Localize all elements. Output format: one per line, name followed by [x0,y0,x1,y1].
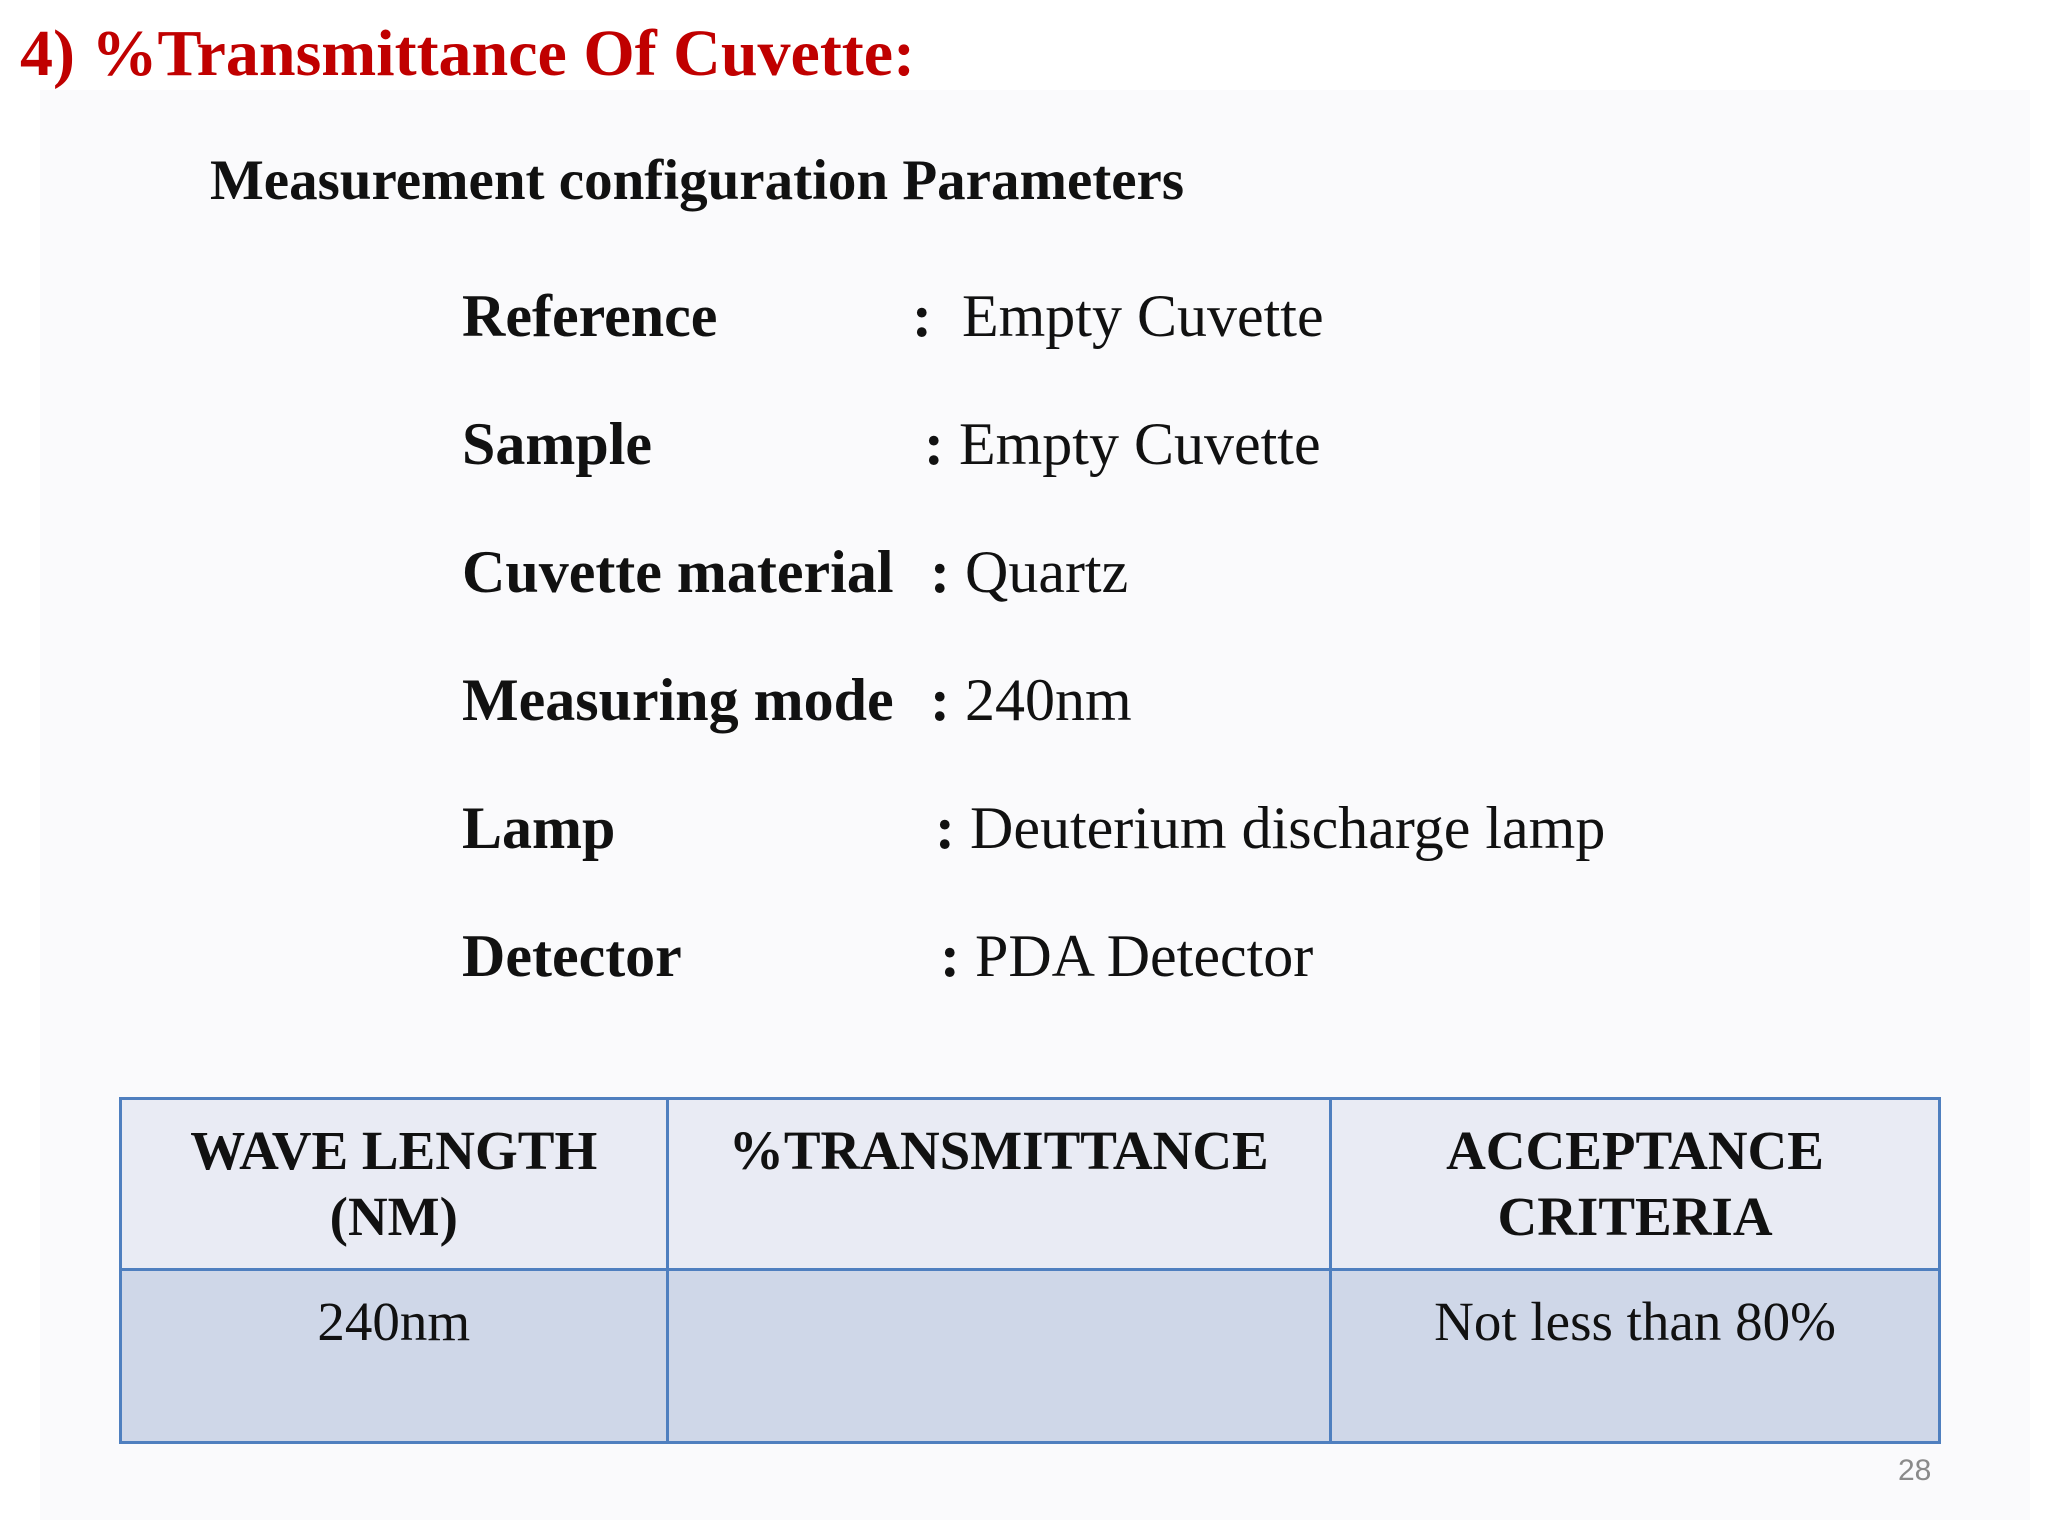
cell-wavelength: 240nm [121,1270,668,1443]
section-subtitle: Measurement configuration Parameters [210,149,1185,212]
header-line: CRITERIA [1497,1186,1773,1247]
table-row [121,1270,1940,1443]
param-value-text: Deuterium discharge lamp [969,795,1606,861]
param-colon: : [940,923,960,989]
param-label: Detector [462,923,682,989]
param-value-text: Empty Cuvette [961,283,1324,349]
header-line: WAVE LENGTH [190,1120,598,1181]
param-label: Reference [462,283,718,349]
param-label: Lamp [462,795,616,861]
param-label: Measuring mode [462,667,894,733]
param-value-text: Quartz [964,539,1129,605]
header-line: %TRANSMITTANCE [728,1120,1269,1181]
header-acceptance-criteria [1331,1099,1940,1270]
page-number: 28 [1898,1454,1932,1487]
param-value [940,923,1313,989]
param-colon: : [912,283,932,349]
param-colon: : [930,539,950,605]
param-colon: : [924,411,944,477]
cell-acceptance-criteria: Not less than 80% [1331,1270,1940,1443]
param-value [912,283,1324,349]
cell-transmittance [667,1270,1330,1443]
param-colon: : [930,667,950,733]
param-value-text: Empty Cuvette [958,411,1321,477]
param-colon: : [935,795,955,861]
param-label: Cuvette material [462,539,894,605]
header-wavelength [121,1099,668,1270]
param-value [930,539,1128,605]
header-transmittance [667,1099,1330,1270]
slide-title: 4) %Transmittance Of Cuvette: [20,17,916,90]
param-value-text: 240nm [964,667,1132,733]
table-header-row [121,1099,1940,1270]
param-label: Sample [462,411,653,477]
results-table [119,1097,1941,1444]
param-value [935,795,1605,861]
param-value-text: PDA Detector [974,923,1314,989]
header-line: ACCEPTANCE [1446,1120,1824,1181]
param-value [930,667,1132,733]
param-value [924,411,1321,477]
header-line: (NM) [329,1186,458,1247]
